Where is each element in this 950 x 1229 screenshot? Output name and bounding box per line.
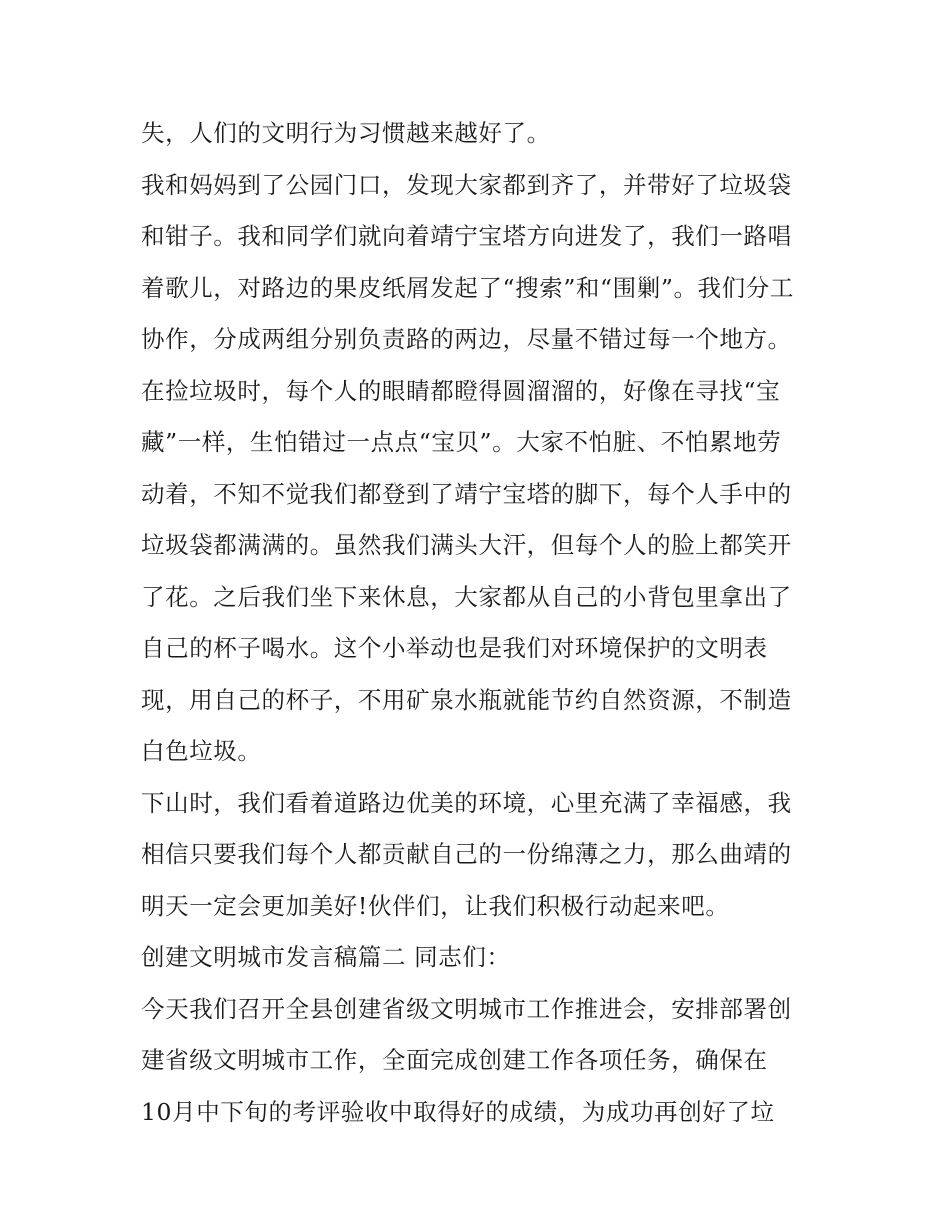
text-line: 动着，不知不觉我们都登到了靖宁宝塔的脚下，每个人手中的 xyxy=(141,479,792,508)
text-line: 白色垃圾。 xyxy=(141,737,262,765)
text-line: 在捡垃圾时，每个人的眼睛都瞪得圆溜溜的，好像在寻找“宝 xyxy=(141,376,781,405)
text-line: 下山时，我们看着道路边优美的环境，心里充满了幸福感，我 xyxy=(141,788,792,817)
text-line: 和钳子。我和同学们就向着靖宁宝塔方向进发了，我们一路唱 xyxy=(141,222,792,250)
text-line: 藏”一样，生怕错过一点点“宝贝”。大家不怕脏、不怕累地劳 xyxy=(141,428,782,456)
text-line: 现，用自己的杯子，不用矿泉水瓶就能节约自然资源，不制造 xyxy=(141,685,792,714)
text-line: 我和妈妈到了公园门口，发现大家都到齐了，并带好了垃圾袋 xyxy=(141,170,792,199)
text-line: 着歌儿，对路边的果皮纸屑发起了“搜索”和“围剿”。我们分工 xyxy=(141,273,794,302)
section-heading: 创建文明城市发言稿篇二 同志们： xyxy=(141,943,511,971)
text-line: 协作，分成两组分别负责路的两边，尽量不错过每一个地方。 xyxy=(141,325,792,353)
document-body xyxy=(141,108,821,1138)
text-line: 自己的杯子喝水。这个小举动也是我们对环境保护的文明表 xyxy=(141,634,768,662)
text-line: 垃圾袋都满满的。虽然我们满头大汗，但每个人的脸上都笑开 xyxy=(141,531,792,559)
text-line: 相信只要我们每个人都贡献自己的一份绵薄之力，那么曲靖的 xyxy=(141,840,792,868)
text-line: 了花。之后我们坐下来休息，大家都从自己的小背包里拿出了 xyxy=(141,582,792,611)
text-line: 10月中下旬的考评验收中取得好的成绩，为成功再创好了垃 xyxy=(141,1097,775,1126)
text-line: 建省级文明城市工作，全面完成创建工作各项任务，确保在 xyxy=(141,1046,768,1074)
text-line: 今天我们召开全县创建省级文明城市工作推进会，安排部署创 xyxy=(141,994,792,1023)
text-line: 明天一定会更加美好!伙伴们，让我们积极行动起来吧。 xyxy=(141,891,730,920)
text-line: 失，人们的文明行为习惯越来越好了。 xyxy=(141,119,551,147)
